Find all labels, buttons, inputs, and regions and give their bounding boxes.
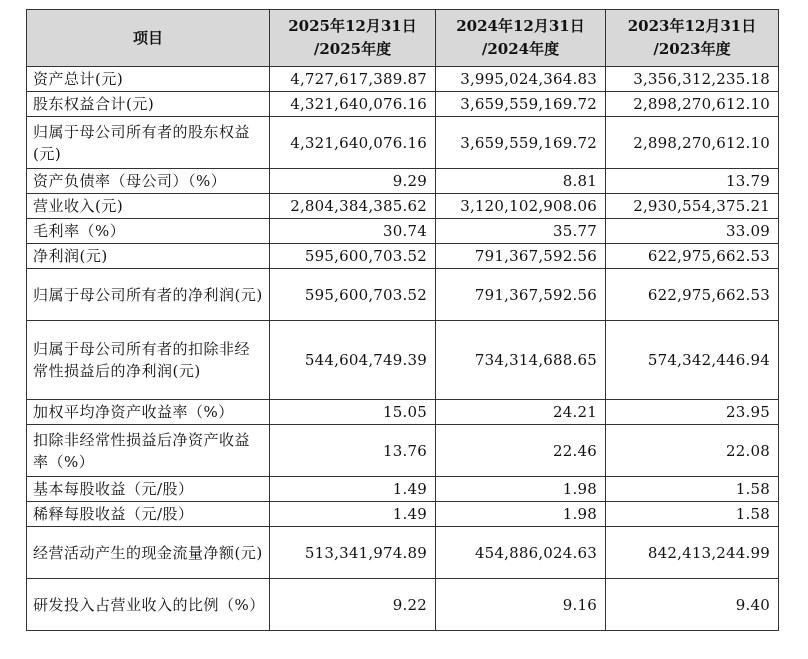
row-label: 加权平均净资产收益率（%） <box>27 400 270 425</box>
header-2023 <box>606 10 779 67</box>
row-label: 基本每股收益（元/股） <box>27 477 270 502</box>
header-item <box>27 10 270 67</box>
value-2023: 622,975,662.53 <box>606 244 779 269</box>
value-2023: 13.79 <box>606 169 779 194</box>
value-2023: 1.58 <box>606 477 779 502</box>
header-2023-year: /2023年度 <box>653 40 731 58</box>
value-2025: 1.49 <box>270 477 436 502</box>
value-2023: 22.08 <box>606 425 779 477</box>
row-label: 归属于母公司所有者的扣除非经常性损益后的净利润(元) <box>27 321 270 400</box>
header-2024-year: /2024年度 <box>481 40 560 58</box>
value-2025: 9.29 <box>270 169 436 194</box>
row-label: 经营活动产生的现金流量净额(元) <box>27 527 270 579</box>
table-row <box>27 219 779 244</box>
value-2025: 1.49 <box>270 502 436 527</box>
row-label: 扣除非经常性损益后净资产收益率（%） <box>27 425 270 477</box>
value-2023: 842,413,244.99 <box>606 527 779 579</box>
table-row <box>27 527 779 579</box>
table-row <box>27 194 779 219</box>
row-label: 毛利率（%） <box>27 219 270 244</box>
value-2025: 595,600,703.52 <box>270 244 436 269</box>
value-2024: 3,659,559,169.72 <box>436 117 606 169</box>
value-2024: 8.81 <box>436 169 606 194</box>
value-2023: 2,898,270,612.10 <box>606 92 779 117</box>
value-2024: 734,314,688.65 <box>436 321 606 400</box>
table-row <box>27 244 779 269</box>
value-2025: 15.05 <box>270 400 436 425</box>
row-label: 营业收入(元) <box>27 194 270 219</box>
row-label: 稀释每股收益（元/股） <box>27 502 270 527</box>
table-row <box>27 321 779 400</box>
table-row <box>27 169 779 194</box>
value-2024: 1.98 <box>436 477 606 502</box>
table-row <box>27 425 779 477</box>
header-2024-date: 2024年12月31日 <box>456 17 585 35</box>
table-row <box>27 400 779 425</box>
value-2025: 595,600,703.52 <box>270 269 436 321</box>
value-2025: 4,727,617,389.87 <box>270 67 436 92</box>
table-row <box>27 117 779 169</box>
row-label: 资产负债率（母公司）（%） <box>27 169 270 194</box>
value-2024: 22.46 <box>436 425 606 477</box>
value-2024: 3,120,102,908.06 <box>436 194 606 219</box>
value-2025: 13.76 <box>270 425 436 477</box>
table-row <box>27 477 779 502</box>
value-2023: 1.58 <box>606 502 779 527</box>
value-2024: 9.16 <box>436 579 606 631</box>
row-label: 研发投入占营业收入的比例（%） <box>27 579 270 631</box>
row-label: 资产总计(元) <box>27 67 270 92</box>
value-2023: 574,342,446.94 <box>606 321 779 400</box>
header-2025-year: /2025年度 <box>313 40 392 58</box>
value-2024: 791,367,592.56 <box>436 269 606 321</box>
value-2025: 4,321,640,076.16 <box>270 92 436 117</box>
value-2024: 24.21 <box>436 400 606 425</box>
header-2025 <box>270 10 436 67</box>
value-2025: 9.22 <box>270 579 436 631</box>
value-2024: 454,886,024.63 <box>436 527 606 579</box>
table-row <box>27 502 779 527</box>
table-row <box>27 92 779 117</box>
value-2024: 35.77 <box>436 219 606 244</box>
value-2024: 791,367,592.56 <box>436 244 606 269</box>
row-label: 归属于母公司所有者的股东权益(元) <box>27 117 270 169</box>
value-2023: 33.09 <box>606 219 779 244</box>
value-2023: 2,898,270,612.10 <box>606 117 779 169</box>
value-2023: 622,975,662.53 <box>606 269 779 321</box>
value-2025: 2,804,384,385.62 <box>270 194 436 219</box>
value-2023: 23.95 <box>606 400 779 425</box>
value-2025: 513,341,974.89 <box>270 527 436 579</box>
table-row <box>27 269 779 321</box>
value-2024: 3,995,024,364.83 <box>436 67 606 92</box>
header-item-label: 项目 <box>132 28 163 47</box>
value-2025: 30.74 <box>270 219 436 244</box>
table-header-row <box>27 10 779 67</box>
header-2025-date: 2025年12月31日 <box>288 17 417 35</box>
row-label: 净利润(元) <box>27 244 270 269</box>
financial-indicators-table <box>26 9 779 631</box>
header-2023-date: 2023年12月31日 <box>627 17 757 35</box>
value-2024: 1.98 <box>436 502 606 527</box>
row-label: 归属于母公司所有者的净利润(元) <box>27 269 270 321</box>
value-2024: 3,659,559,169.72 <box>436 92 606 117</box>
row-label: 股东权益合计(元) <box>27 92 270 117</box>
header-2024 <box>436 10 606 67</box>
value-2023: 2,930,554,375.21 <box>606 194 779 219</box>
value-2025: 4,321,640,076.16 <box>270 117 436 169</box>
table-row <box>27 67 779 92</box>
table-row <box>27 579 779 631</box>
value-2025: 544,604,749.39 <box>270 321 436 400</box>
value-2023: 9.40 <box>606 579 779 631</box>
value-2023: 3,356,312,235.18 <box>606 67 779 92</box>
